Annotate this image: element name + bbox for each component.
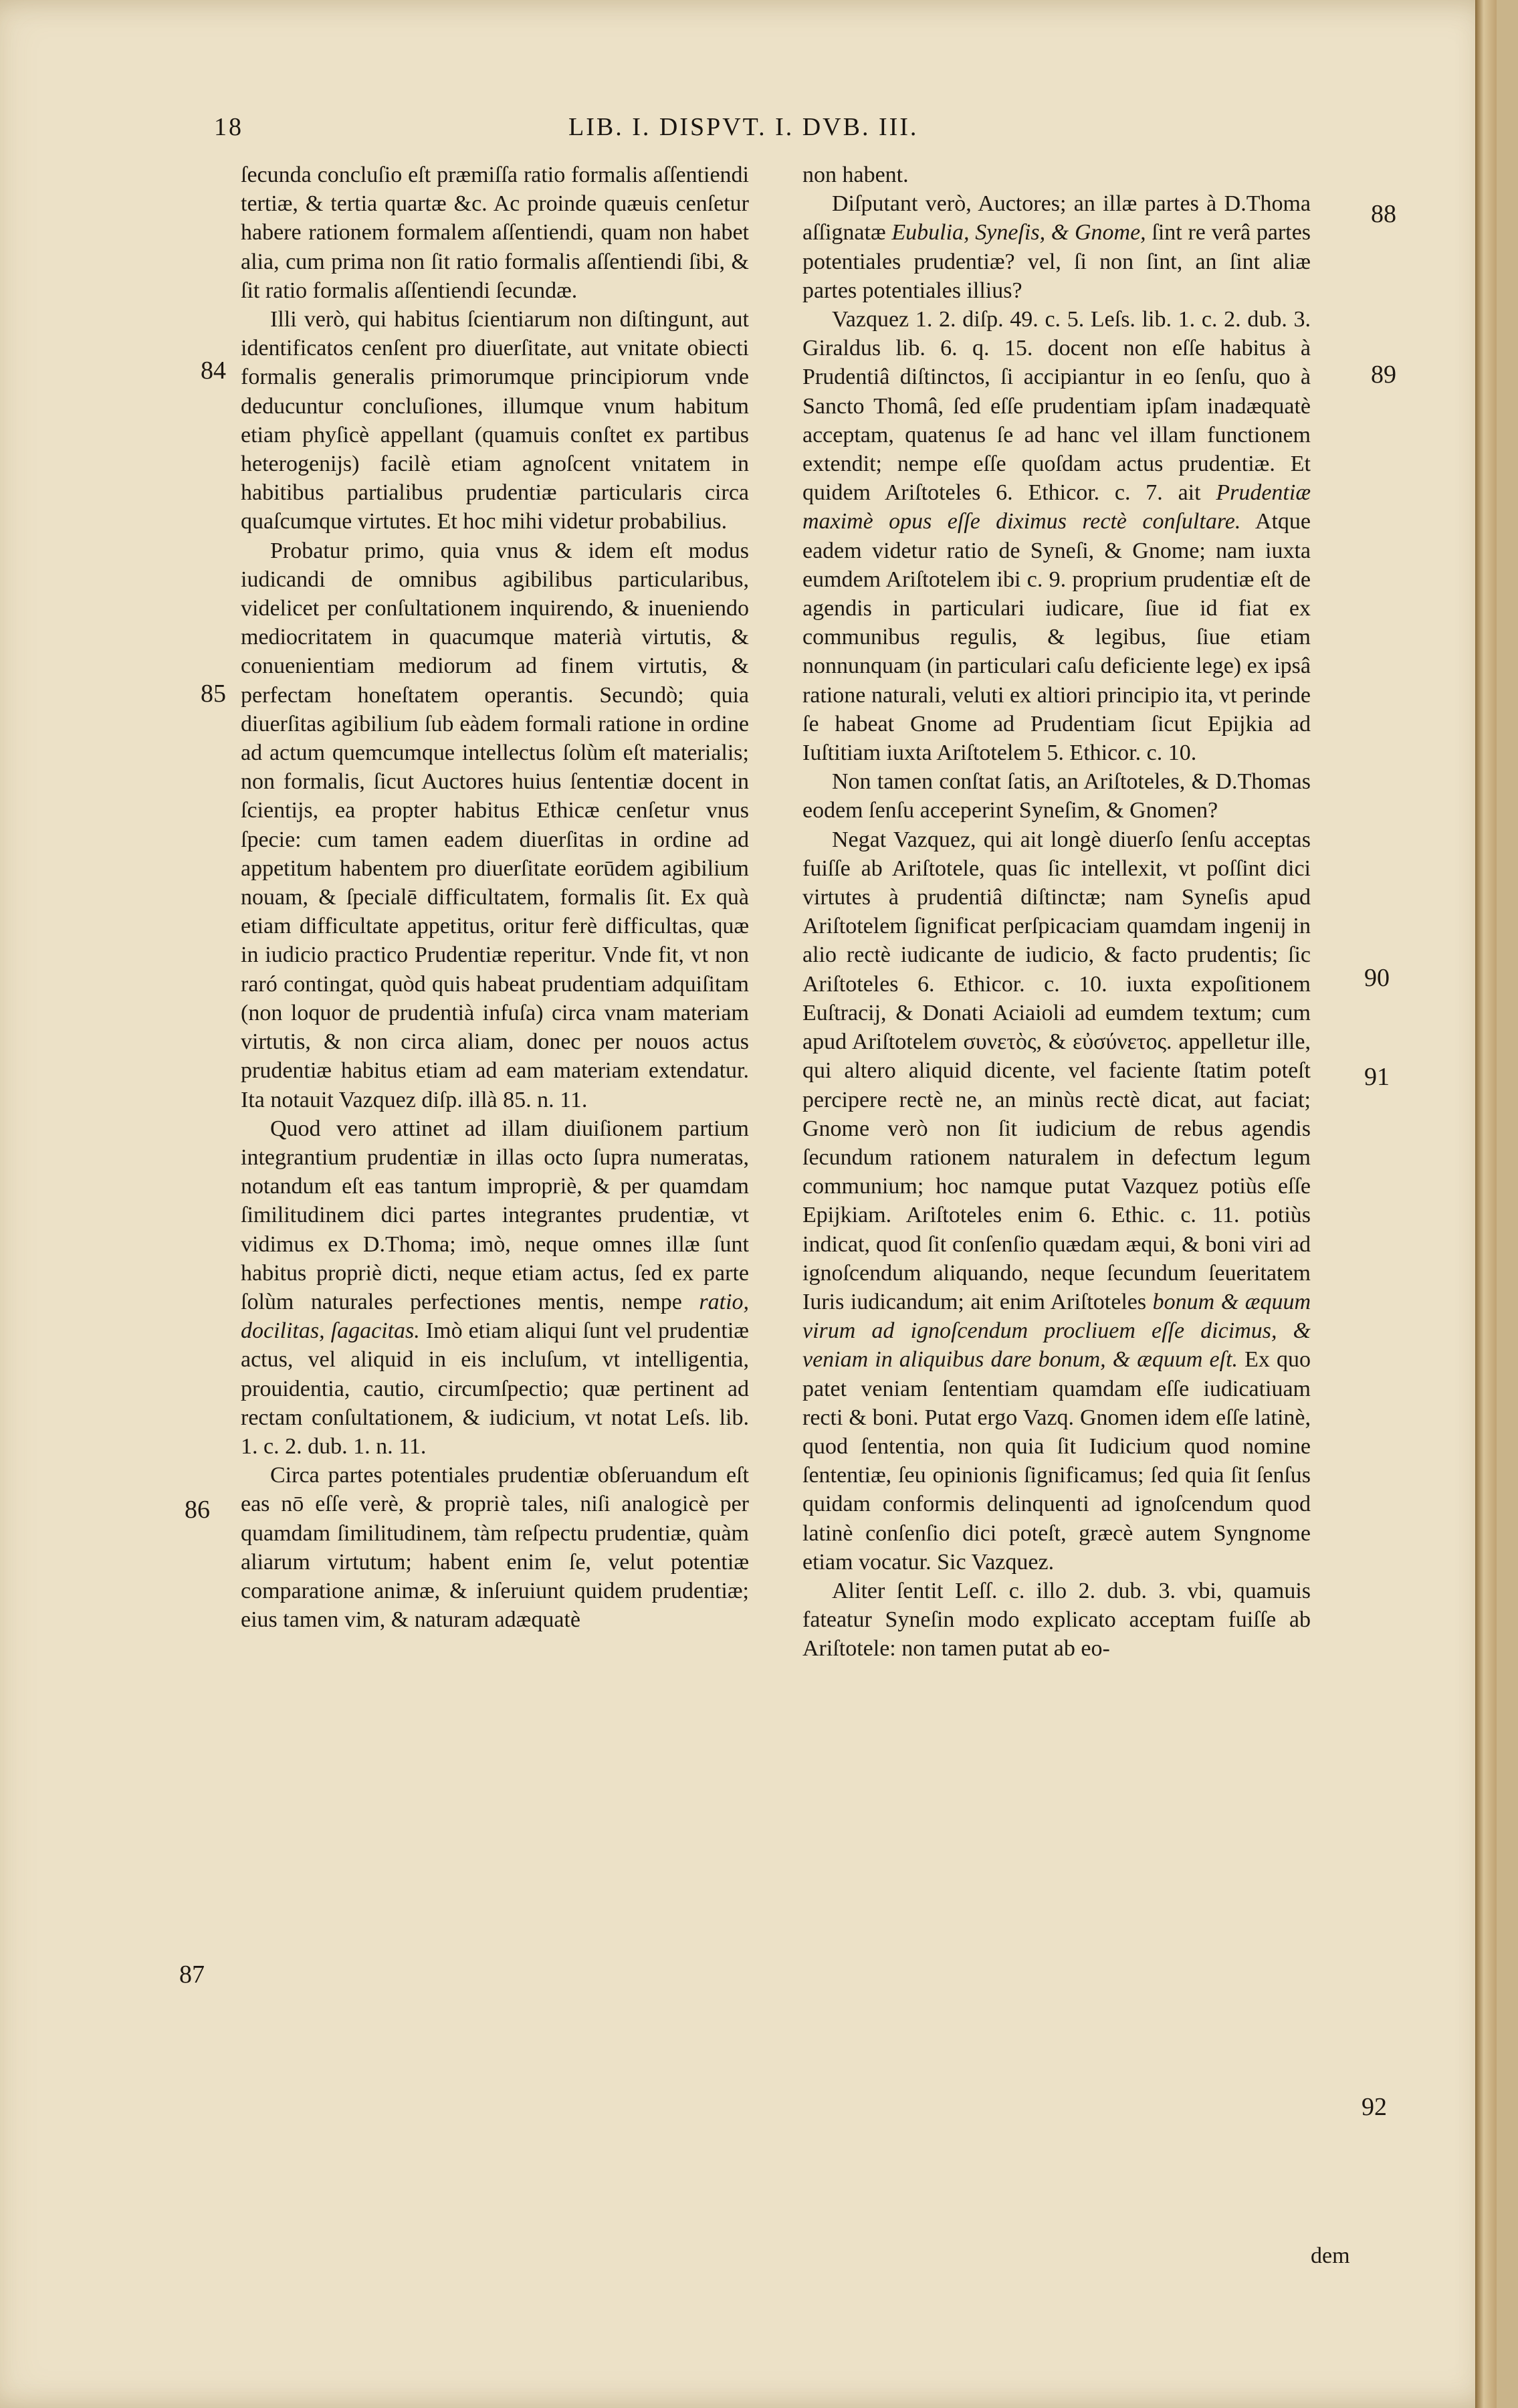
margin-number-90: 90: [1364, 964, 1390, 992]
paragraph-86-text: Quod vero attinet ad illam diuiſionem partium integrantium prudentiæ in illas octo ſupra numeratas, notandum eſt eas tantum impropriè, & per quamdam ſimilitudinem dici partes integrantes prudentiæ, vt vidimus ex D.Thoma; imò, neque omnes illæ ſunt habitus propriè dicti, neque etiam actus, ſed ex parte ſolùm naturales perfectiones mentis, nempe: [241, 1116, 749, 1314]
margin-number-88: 88: [1371, 200, 1396, 228]
right-column: [802, 161, 1311, 1664]
paragraph-continuation: ſecunda concluſio eſt præmiſſa ratio formalis aſſentiendi tertiæ, & tertia quartæ &c. Ac proinde quæuis cenſetur habere rationem formalem aſſentiendi, quam non habet alia, cum prima non ſit ratio formalis aſſentiendi ſibi, & ſit ratio formalis aſſentiendi ſecundæ.: [241, 163, 749, 303]
catchword: dem: [1311, 2243, 1350, 2268]
running-head: [214, 112, 1364, 153]
margin-number-87: 87: [179, 1961, 205, 1989]
paragraph-91-text: Negat Vazquez, qui ait longè diuerſo ſenſu acceptas fuiſſe ab Ariſtotele, quas ſic intellexit, vt poſſint dici virtutes à prudentiâ diſtinctæ; nam Syneſis apud Ariſtotelem ſignificat perſpicaciam quamdam ingenij in alio rectè iudicante de iudicio, & facto prudentis; ſic Ariſtoteles 6. Ethicor. c. 10. iuxta expoſitionem Euſtracij, & Donati Aciaioli ad eumdem textum; cum apud Ariſtotelem συνετὸς, & εὐσύνετος. appelletur ille, qui altero aliquid dicente, vel faciente ſtatim poteſt percipere rectè ne, an minùs rectè dicat, aut faciat; Gnome verò non ſit iudicium de rebus agendis ſecundum rationem naturalem in defectum legum communium; hoc namque putat Vazquez potiùs eſſe Epijkiam. Ariſtoteles enim 6. Ethic. c. 11. potiùs indicat, quod ſit conſenſio quædam æqui, & boni viri ad ignoſcendum aliquando, neque ſecundum ſeueritatem Iuris iudicandum; ait enim Ariſtoteles: [802, 827, 1311, 1314]
margin-number-91: 91: [1364, 1063, 1390, 1091]
paragraph-85: Probatur primo, quia vnus & idem eſt modus iudicandi de omnibus agibilibus particularibus, videlicet per conſultationem inquirendo, & inueniendo mediocritatem in quacumque materià virtutis, & conuenientiam mediorum ad finem virtutis, & perfectam honeſtatem operantis. Secundò; quia diuerſitas agibilium ſub eàdem formali ratione in ordine ad actum quemcumque intellectus ſolùm eſt materialis; non formalis, ſicut Auctores huius ſententiæ docent in ſcientijs, ea propter habitus Ethicæ cenſetur vnus ſpecie: cum tamen eadem diuerſitas in ordine ad appetitum habentem pro diuerſitate eorūdem agibilium nouam, & ſpecialē difficultatem, formalis ſit. Ex quà etiam difficultate appetitus, oritur ferè difficultas, quæ in iudicio practico Prudentiæ reperitur. Vnde fit, vt non raró contingat, quòd quis habeat prudentiam adquiſitam (non loquor de prudentià infuſa) circa vnam materiam virtutis, & non circa aliam, donec per nouos actus prudentiæ habitus etiam ad eam materiam extendatur. Ita notauit Vazquez diſp. illà 85. n. 11.: [241, 538, 749, 1112]
paragraph-88-italic: Eubulia, Syneſis, & Gnome,: [891, 220, 1146, 245]
page-number: 18: [214, 113, 243, 141]
left-column: [241, 161, 749, 1634]
margin-number-85: 85: [201, 680, 226, 708]
paragraph-92: Aliter ſentit Leſſ. c. illo 2. dub. 3. vbi, quamuis fateatur Syneſin modo explicato acceptam fuiſſe ab Ariſtotele: non tamen putat ab eo-: [802, 1578, 1311, 1662]
margin-number-86: 86: [185, 1496, 210, 1524]
paragraph-89-end: Atque eadem videtur ratio de Syneſi, & Gnome; nam iuxta eumdem Ariſtotelem ibi c. 9. proprium prudentiæ eſt de agendis in particulari iudicare, ſiue id fiat ex communibus regulis, & legibus, ſiue etiam nonnunquam (in particulari caſu deficiente lege) ex ipsâ ratione naturali, veluti ex altiori principio ita, vt perinde ſe habeat Gnome ad Prudentiam ſicut Epijkia ad Iuſtitiam iuxta Ariſtotelem 5. Ethicor. c. 10.: [802, 509, 1311, 766]
paragraph-91: [802, 825, 1311, 1577]
page-edge: [1475, 0, 1497, 2408]
paragraph-89-text: Vazquez 1. 2. diſp. 49. c. 5. Leſs. lib. 1. c. 2. dub. 3. Giraldus lib. 6. q. 15. docent non eſſe habitus à Prudentiâ diſtinctos, ſi accipiantur in eo ſenſu, quo à Sancto Thomâ, ſed eſſe prudentiam ipſam inadæquatè acceptam, quatenus ſe ad hanc vel illam functionem extendit; nempe eſſe quoſdam actus prudentiæ. Et quidem Ariſtoteles 6. Ethicor. c. 7. ait: [802, 307, 1311, 506]
paragraph-86-italic: ratio, docilitas, ſagacitas.: [241, 1289, 750, 1344]
margin-number-89: 89: [1371, 361, 1396, 389]
paragraph-87: Circa partes potentiales prudentiæ obſeruandum eſt eas nō eſſe verè, & propriè tales, niſi analogicè per quamdam ſimilitudinem, tàm reſpectu prudentiæ, quàm aliarum virtutum; habent enim ſe, velut potentiæ comparatione animæ, & inſeruiunt quidem prudentiæ; eius tamen vim, & naturam adæquatè: [241, 1463, 749, 1633]
paragraph-88-end: ſint re verâ partes potentiales prudentiæ? vel, ſi non ſint, an ſint aliæ partes potentiales illius?: [802, 220, 1311, 303]
paragraph-91-end: Ex quo patet veniam ſententiam quamdam eſſe iudicatiuam recti & boni. Putat ergo Vazq. Gnomen idem eſſe latinè, quod ſententia, non quia ſit Iudicium quod nomine ſententiæ, ſeu opinionis ſignificamus; ſed quia ſit ſenſus quidam conformis delinquenti ad ignoſcendum quod latinè conſenſio dici poteſt, græcè autem Syngnome etiam vocatur. Sic Vazquez.: [802, 1347, 1311, 1575]
running-title: LIB. I. DISPVT. I. DVB. III.: [568, 113, 919, 141]
margin-number-84: 84: [201, 357, 226, 385]
paragraph-91-italic: bonum & æquum virum ad ignoſcendum procliuem eſſe dicimus, & veniam in aliquibus dare bonum, & æquum eſt.: [802, 1289, 1311, 1373]
paragraph-continuation-right: non habent.: [802, 163, 909, 187]
paragraph-88-text: Diſputant verò, Auctores; an illæ partes à D.Thoma aſſignatæ: [802, 191, 1311, 245]
paragraph-84: Illi verò, qui habitus ſcientiarum non diſtingunt, aut identificatos cenſent pro diuerſitate, aut vnitate obiecti formalis generalis primorumque principiorum vnde deducuntur concluſiones, illumque vnum habitum etiam phyſicè appellant (quamuis conſtet ex partibus heterogenijs) facilè etiam agnoſcent vnitatem in habitibus partialibus prudentiæ particularis circa quaſcumque virtutes. Et hoc mihi videtur probabilius.: [241, 307, 749, 534]
paragraph-86-end: Imò etiam aliqui ſunt vel prudentiæ actus, vel aliquid in eis incluſum, vt intelligentia, prouidentia, cautio, circumſpectio; quæ pertinent ad rectam conſultationem, & iudicium, vt notat Leſs. lib. 1. c. 2. dub. 1. n. 11.: [241, 1318, 749, 1459]
paragraph-89-italic: Prudentiæ maximè opus eſſe diximus rectè conſultare.: [802, 480, 1311, 534]
paragraph-90: Non tamen conſtat ſatis, an Ariſtoteles, & D.Thomas eodem ſenſu acceperint Syneſim, & Gnomen?: [802, 769, 1311, 823]
paragraph-89: [802, 305, 1311, 767]
paragraph-86: [241, 1114, 749, 1461]
paragraph-88: [802, 189, 1311, 305]
margin-number-92: 92: [1362, 2093, 1387, 2121]
